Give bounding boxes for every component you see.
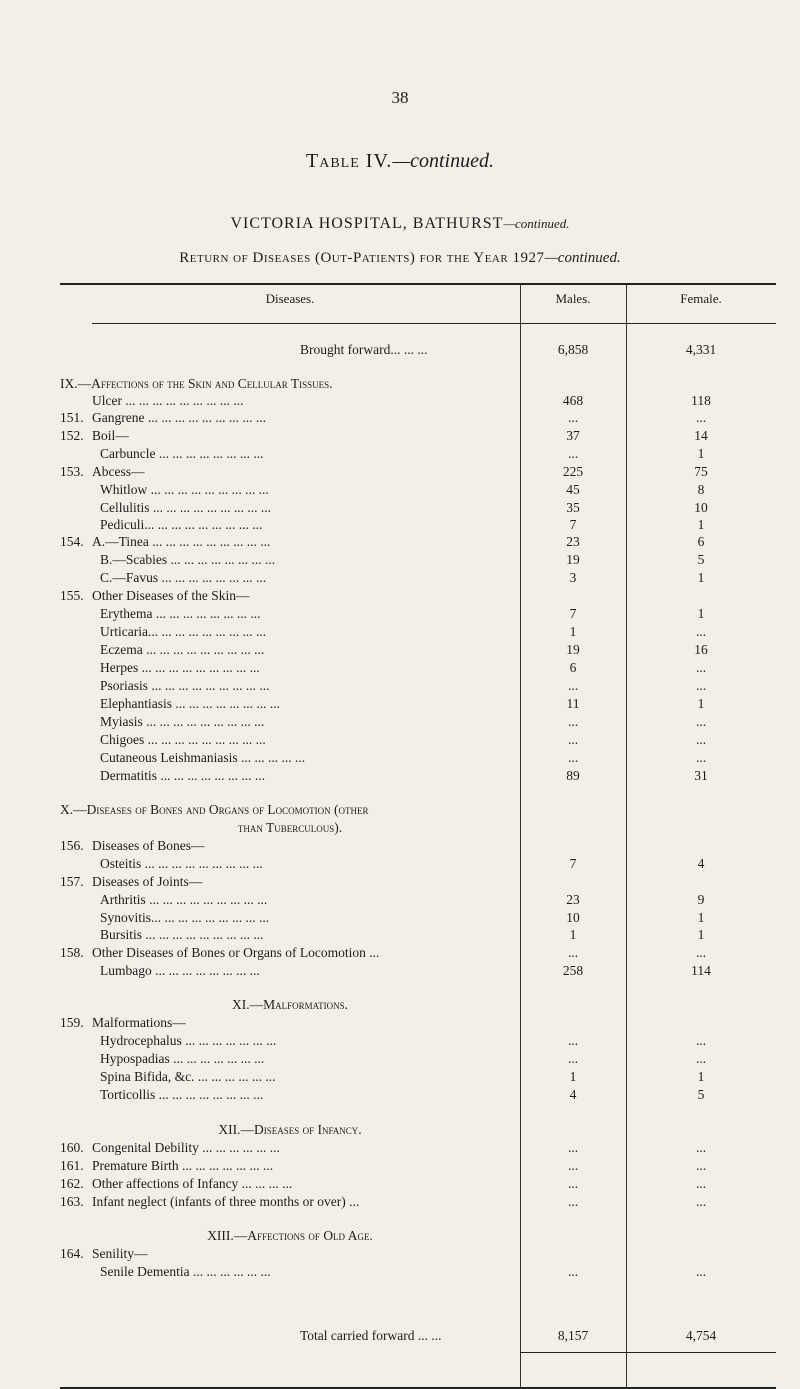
row-female: ... — [695, 750, 707, 765]
row-label: Myiasis ... ... ... ... ... ... ... ... ... — [100, 714, 265, 729]
row-number: 153. — [60, 464, 84, 479]
row-label: Hypospadias ... ... ... ... ... ... ... — [100, 1051, 265, 1066]
table-row — [0, 393, 800, 411]
row-female: 31 — [694, 768, 708, 783]
table-row — [0, 500, 800, 518]
row-label: Osteitis ... ... ... ... ... ... ... ... ... — [100, 856, 263, 871]
row-label: Urticaria... ... ... ... ... ... ... ... ... — [100, 624, 267, 639]
row-label: IX.—Affections of the Skin and Cellular Tissues. — [60, 376, 333, 391]
table-row — [0, 714, 800, 732]
carried-forward-males: 8,157 — [557, 1328, 589, 1343]
table-row — [0, 1015, 800, 1033]
table-row — [0, 1158, 800, 1176]
row-males: ... — [567, 732, 579, 747]
row-number: 152. — [60, 428, 84, 443]
row-males: 258 — [562, 963, 584, 978]
row-female: 9 — [697, 892, 705, 907]
row-number: 161. — [60, 1158, 84, 1173]
row-label: C.—Favus ... ... ... ... ... ... ... ... — [100, 570, 267, 585]
row-female: 1 — [697, 606, 705, 621]
brought-forward-female: 4,331 — [685, 342, 717, 357]
row-males: 23 — [566, 892, 580, 907]
header-rule-mid — [520, 323, 626, 324]
row-males: 45 — [566, 482, 580, 497]
row-female: 16 — [694, 642, 708, 657]
row-label: Lumbago ... ... ... ... ... ... ... ... — [100, 963, 260, 978]
carried-forward-row — [0, 1328, 800, 1346]
table-row — [0, 732, 800, 750]
table-row — [0, 1069, 800, 1087]
row-males: 23 — [566, 534, 580, 549]
table-row — [0, 945, 800, 963]
row-males: ... — [567, 1051, 579, 1066]
row-males: 468 — [562, 393, 584, 408]
row-males: ... — [567, 1140, 579, 1155]
row-female: 1 — [697, 1069, 705, 1084]
table-row — [0, 482, 800, 500]
row-female: ... — [695, 732, 707, 747]
row-males: 4 — [569, 1087, 577, 1102]
total-rule-males — [520, 1352, 626, 1353]
row-label: Elephantiasis ... ... ... ... ... ... ... ... — [100, 696, 280, 711]
row-males: 1 — [569, 1069, 577, 1084]
row-female: ... — [695, 410, 707, 425]
row-label: Pediculi... ... ... ... ... ... ... ... ... — [100, 517, 263, 532]
row-female: ... — [695, 660, 707, 675]
row-males: 1 — [569, 927, 577, 942]
row-female: ... — [695, 678, 707, 693]
header-rule-left — [92, 323, 520, 324]
row-number: 163. — [60, 1194, 84, 1209]
row-males: 3 — [569, 570, 577, 585]
row-males: 1 — [569, 624, 577, 639]
table-row — [0, 963, 800, 981]
table-row — [0, 1176, 800, 1194]
row-label: Dermatitis ... ... ... ... ... ... ... ... — [100, 768, 265, 783]
row-female: ... — [695, 1158, 707, 1173]
page-number: 38 — [391, 88, 409, 107]
table-row — [0, 1228, 800, 1246]
row-label: Psoriasis ... ... ... ... ... ... ... ... ... — [100, 678, 270, 693]
row-female: 1 — [697, 910, 705, 925]
row-males: 7 — [569, 856, 577, 871]
table-title — [0, 150, 800, 173]
row-number: 159. — [60, 1015, 84, 1030]
table-row — [0, 802, 800, 820]
brought-forward-label: Brought forward... ... ... — [300, 342, 428, 357]
row-label: Senile Dementia ... ... ... ... ... ... — [100, 1264, 271, 1279]
hospital-heading — [0, 215, 800, 233]
table-row — [0, 517, 800, 535]
row-label: Whitlow ... ... ... ... ... ... ... ... ... — [100, 482, 269, 497]
row-number: 157. — [60, 874, 84, 889]
row-female: ... — [695, 1051, 707, 1066]
table-row — [0, 588, 800, 606]
row-males: ... — [567, 446, 579, 461]
row-female: 1 — [697, 517, 705, 532]
hospital-suffix: —continued. — [503, 216, 570, 231]
row-female: 118 — [691, 393, 711, 408]
row-label: XI.—Malformations. — [231, 997, 348, 1012]
row-label: Cellulitis ... ... ... ... ... ... ... ... ... — [100, 500, 272, 515]
table-title-main: Table IV. — [306, 150, 393, 172]
carried-forward-label: Total carried forward ... ... — [300, 1328, 442, 1343]
row-female: ... — [695, 1140, 707, 1155]
row-number: 156. — [60, 838, 84, 853]
table-row — [0, 768, 800, 786]
row-label: A.—Tinea ... ... ... ... ... ... ... ... ... — [92, 534, 271, 549]
table-row — [0, 1122, 800, 1140]
table-row — [0, 1140, 800, 1158]
table-row — [0, 446, 800, 464]
table-row — [0, 660, 800, 678]
table-row — [0, 1264, 800, 1282]
row-males: ... — [567, 1033, 579, 1048]
row-number: 160. — [60, 1140, 84, 1155]
total-rule-female — [626, 1352, 776, 1353]
row-males: ... — [567, 945, 579, 960]
row-males: 7 — [569, 517, 577, 532]
row-number: 155. — [60, 588, 84, 603]
row-label: Hydrocephalus ... ... ... ... ... ... ... — [100, 1033, 277, 1048]
row-female: 1 — [697, 927, 705, 942]
row-label: X.—Diseases of Bones and Organs of Locomotion (other — [60, 802, 369, 817]
row-males: 10 — [566, 910, 580, 925]
header-diseases: Diseases. — [265, 291, 315, 306]
table-top-rule — [60, 283, 776, 285]
table-row — [0, 874, 800, 892]
table-row — [0, 696, 800, 714]
row-label: Other Diseases of the Skin— — [92, 588, 250, 603]
row-label: Chigoes ... ... ... ... ... ... ... ... ... — [100, 732, 266, 747]
row-label: Ulcer ... ... ... ... ... ... ... ... ... — [92, 393, 244, 408]
row-female: 6 — [697, 534, 705, 549]
row-label: Malformations— — [92, 1015, 186, 1030]
brought-forward-males: 6,858 — [557, 342, 589, 357]
row-label: Bursitis ... ... ... ... ... ... ... ... ... — [100, 927, 264, 942]
table-title-suffix: —continued. — [392, 150, 494, 172]
carried-forward-female: 4,754 — [685, 1328, 717, 1343]
table-row — [0, 552, 800, 570]
row-males: ... — [567, 678, 579, 693]
row-males: 6 — [569, 660, 577, 675]
row-males: 19 — [566, 642, 580, 657]
table-row — [0, 1033, 800, 1051]
row-female: 1 — [697, 696, 705, 711]
row-number: 158. — [60, 945, 84, 960]
table-row — [0, 750, 800, 768]
table-row — [0, 464, 800, 482]
row-males: ... — [567, 750, 579, 765]
table-row — [0, 410, 800, 428]
row-label: B.—Scabies ... ... ... ... ... ... ... ... — [100, 552, 276, 567]
subtitle-main: Return of Diseases (Out-Patients) for the Year 1927 — [179, 250, 545, 266]
row-males: 11 — [566, 696, 580, 711]
table-row — [0, 1051, 800, 1069]
row-female: 14 — [694, 428, 708, 443]
hospital-name: VICTORIA HOSPITAL, BATHURST — [230, 215, 504, 232]
row-female: 5 — [697, 1087, 705, 1102]
table-subtitle — [0, 250, 800, 267]
table-row — [0, 997, 800, 1015]
table-row — [0, 1194, 800, 1212]
row-label: Boil— — [92, 428, 129, 443]
table-row — [0, 927, 800, 945]
table-row — [0, 1246, 800, 1264]
header-female: Female. — [680, 291, 722, 306]
row-female: 8 — [697, 482, 705, 497]
row-label: Diseases of Joints— — [92, 874, 203, 889]
row-males: 35 — [566, 500, 580, 515]
row-males: ... — [567, 1176, 579, 1191]
row-males: 225 — [562, 464, 584, 479]
row-males: 89 — [566, 768, 580, 783]
row-label: Other affections of Infancy ... ... ... ... — [92, 1176, 293, 1191]
row-males: ... — [567, 410, 579, 425]
row-female: 1 — [697, 570, 705, 585]
row-males: 37 — [566, 428, 580, 443]
row-female: 10 — [694, 500, 708, 515]
header-rule-right — [626, 323, 776, 324]
row-number: 151. — [60, 410, 84, 425]
row-female: ... — [695, 1264, 707, 1279]
row-label: Infant neglect (infants of three months or over) ... — [92, 1194, 360, 1209]
table-row — [0, 678, 800, 696]
row-female: 5 — [697, 552, 705, 567]
row-label: Torticollis ... ... ... ... ... ... ... ... — [100, 1087, 264, 1102]
table-row — [0, 376, 800, 394]
row-female: ... — [695, 1033, 707, 1048]
table-row — [0, 856, 800, 874]
row-males: 7 — [569, 606, 577, 621]
row-label: Spina Bifida, &c. ... ... ... ... ... ... — [100, 1069, 276, 1084]
row-label: Gangrene ... ... ... ... ... ... ... ... ... — [92, 410, 266, 425]
row-males: ... — [567, 1158, 579, 1173]
row-label: Other Diseases of Bones or Organs of Locomotion ... — [92, 945, 380, 960]
row-label: Abcess— — [92, 464, 145, 479]
table-row — [0, 892, 800, 910]
row-label: Arthritis ... ... ... ... ... ... ... ... ... — [100, 892, 268, 907]
row-female: 75 — [694, 464, 708, 479]
row-label: Carbuncle ... ... ... ... ... ... ... ... — [100, 446, 264, 461]
table-row — [0, 570, 800, 588]
row-female: ... — [695, 1194, 707, 1209]
row-males: 19 — [566, 552, 580, 567]
row-number: 154. — [60, 534, 84, 549]
row-label: Diseases of Bones— — [92, 838, 205, 853]
table-row — [0, 624, 800, 642]
row-female: 4 — [697, 856, 705, 871]
row-number: 164. — [60, 1246, 84, 1261]
row-males: ... — [567, 714, 579, 729]
row-female: 1 — [697, 446, 705, 461]
row-female: ... — [695, 945, 707, 960]
table-row — [0, 642, 800, 660]
row-label: Congenital Debility ... ... ... ... ... ... — [92, 1140, 280, 1155]
table-row — [0, 910, 800, 928]
header-males: Males. — [555, 291, 591, 306]
row-label: Premature Birth ... ... ... ... ... ... ... — [92, 1158, 274, 1173]
row-label: Senility— — [92, 1246, 148, 1261]
row-number: 162. — [60, 1176, 84, 1191]
table-row — [0, 820, 800, 838]
row-female: 114 — [691, 963, 711, 978]
row-female: ... — [695, 624, 707, 639]
row-label: than Tuberculous). — [237, 820, 343, 835]
subtitle-suffix: —continued. — [544, 250, 621, 266]
table-row — [0, 428, 800, 446]
table-row — [0, 838, 800, 856]
table-row — [0, 1087, 800, 1105]
table-row — [0, 534, 800, 552]
row-label: Erythema ... ... ... ... ... ... ... ... — [100, 606, 261, 621]
row-female: ... — [695, 714, 707, 729]
row-males: ... — [567, 1264, 579, 1279]
row-label: Synovitis... ... ... ... ... ... ... ... ... — [100, 910, 270, 925]
table-row — [0, 606, 800, 624]
row-label: Eczema ... ... ... ... ... ... ... ... ... — [100, 642, 265, 657]
brought-forward-row — [0, 342, 800, 360]
row-label: Herpes ... ... ... ... ... ... ... ... ... — [100, 660, 260, 675]
row-label: Cutaneous Leishmaniasis ... ... ... ... ... — [100, 750, 306, 765]
row-label: XIII.—Affections of Old Age. — [207, 1228, 373, 1243]
row-males: ... — [567, 1194, 579, 1209]
row-label: XII.—Diseases of Infancy. — [218, 1122, 362, 1137]
row-female: ... — [695, 1176, 707, 1191]
